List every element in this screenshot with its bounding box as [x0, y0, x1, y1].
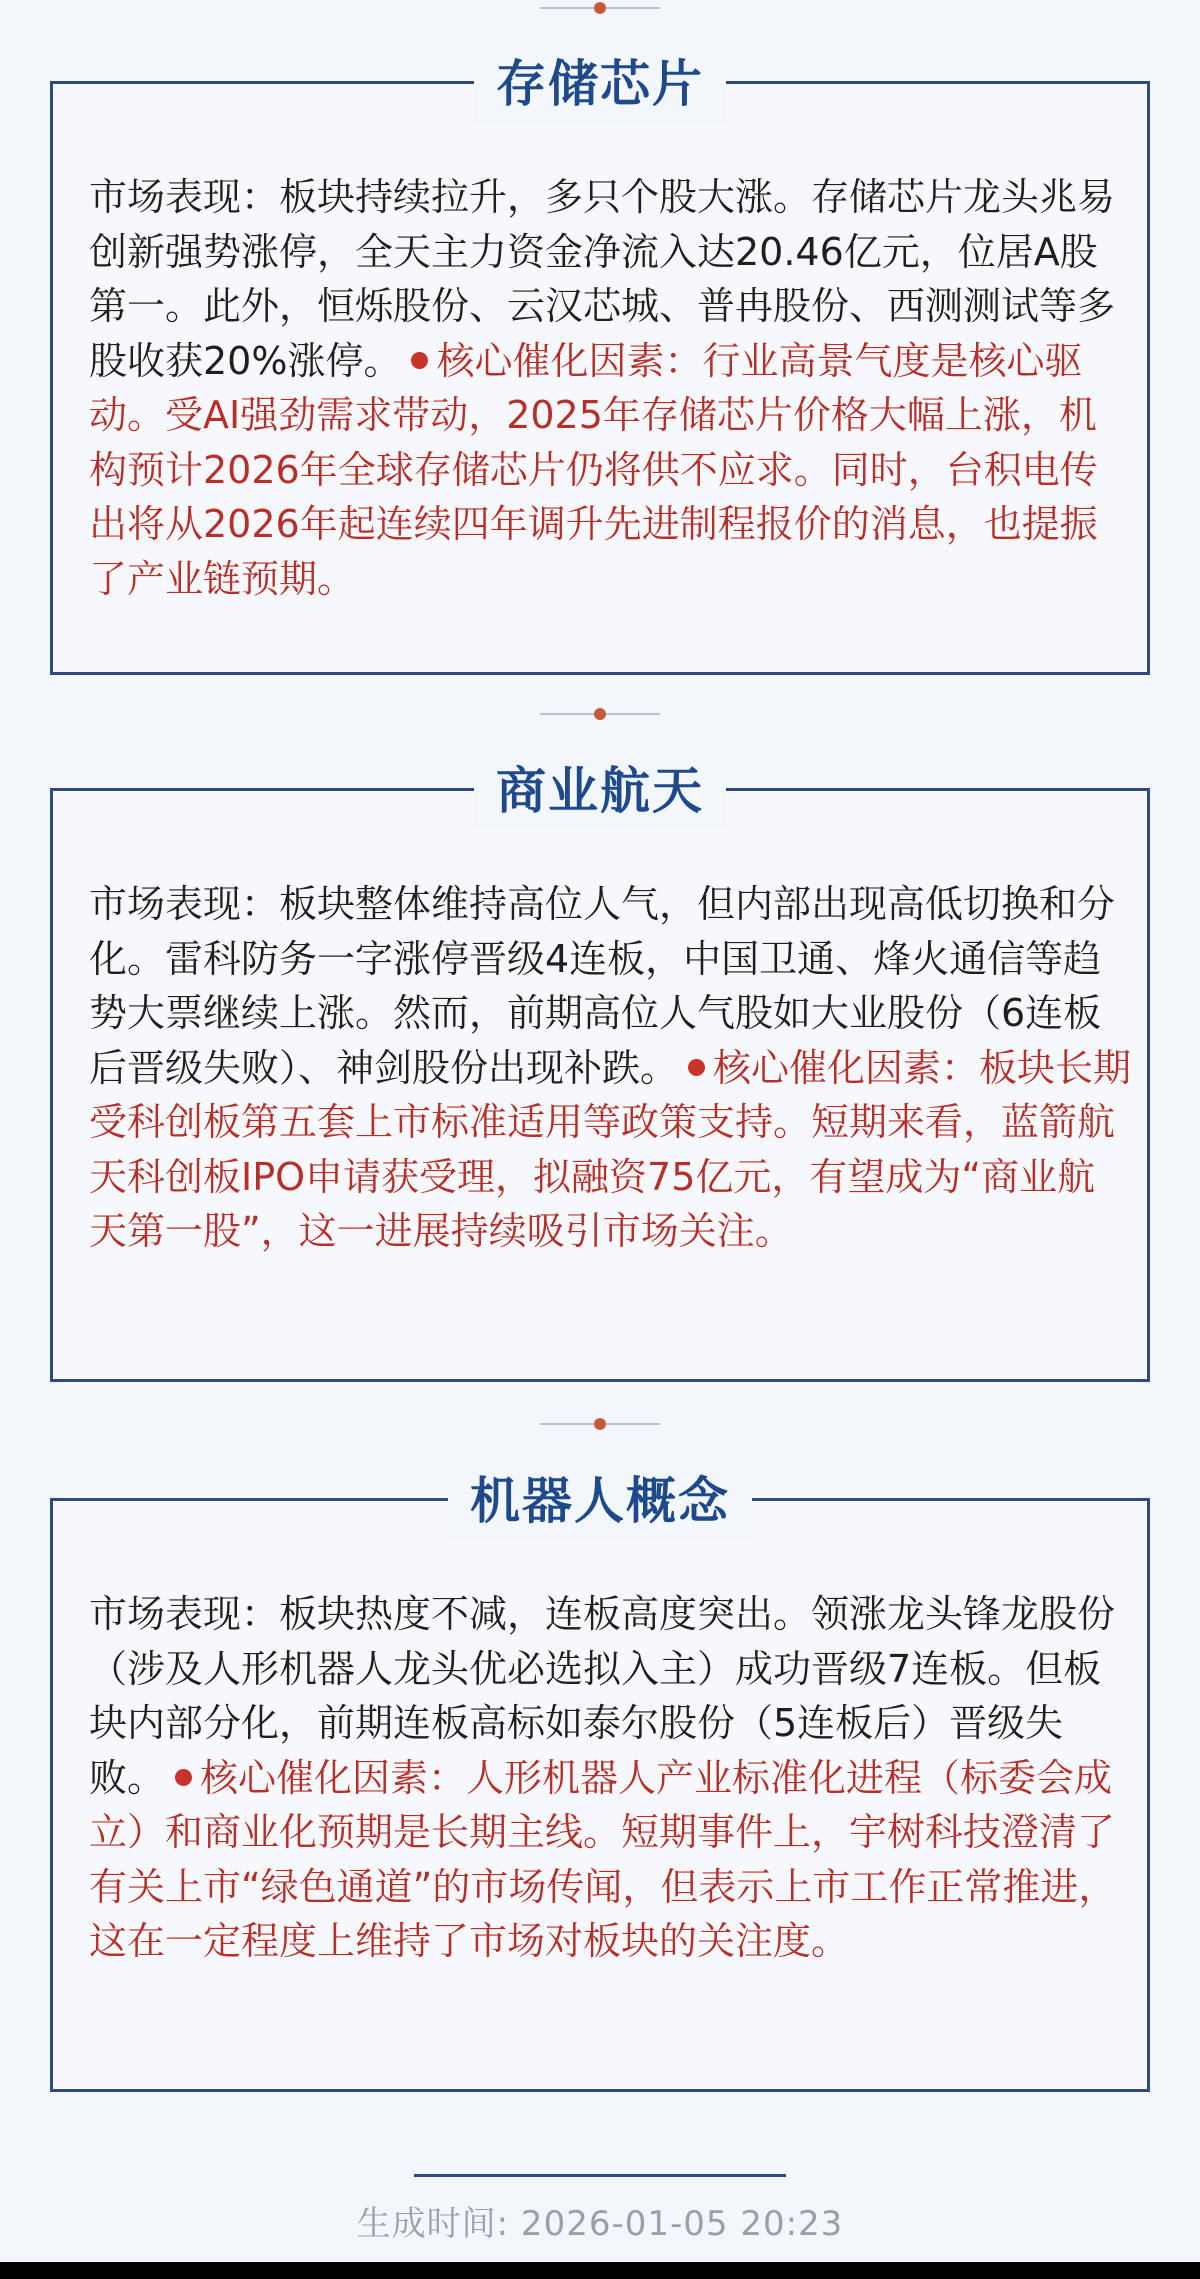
divider-dot: [594, 708, 606, 720]
section-title: 机器人概念: [448, 1463, 752, 1539]
section-card-robotics: [50, 1472, 1150, 2092]
bottom-bar: [0, 2262, 1200, 2279]
bullet-dot-icon: [688, 1059, 705, 1076]
core-catalyst-text: 核心催化因素：人形机器人产业标准化进程（标委会成立）和商业化预期是长期主线。短期事件上，宇树科技澄清了有关上市“绿色通道”的市场传闻，但表示上市工作正常推进，这在一定程度上维持了市场对板块的关注度。: [89, 1755, 1117, 1963]
generated-time: 生成时间: 2026-01-05 20:23: [356, 2204, 844, 2244]
section-divider: [540, 1416, 660, 1432]
footer-divider: [414, 2174, 786, 2177]
section-title-wrap: [53, 46, 1147, 122]
section-title: 存储芯片: [474, 46, 726, 122]
bullet-dot-icon: [175, 1769, 192, 1786]
section-body: [89, 1587, 1133, 1969]
market-performance-text: 市场表现：板块整体维持高位人气，但内部出现高低切换和分化。雷科防务一字涨停晋级4连板，中国卫通、烽火通信等趋势大票继续上涨。然而，前期高位人气股如大业股份（6连板后晋级失败）、神剑股份出现补跌。: [89, 882, 1116, 1090]
section-divider: [540, 706, 660, 722]
section-title: 商业航天: [474, 753, 726, 829]
core-catalyst-text: 核心催化因素：板块长期受科创板第五套上市标准适用等政策支持。短期来看，蓝箭航天科创板IPO申请获受理，拟融资75亿元，有望成为“商业航天第一股”，这一进展持续吸引市场关注。: [89, 1045, 1132, 1253]
core-catalyst-text: 核心催化因素：行业高景气度是核心驱动。受AI强劲需求带动，2025年存储芯片价格大幅上涨，机构预计2026年全球存储芯片仍将供不应求。同时，台积电传出将从2026年起连续四年调升先进制程报价的消息，也提振了产业链预期。: [89, 338, 1098, 601]
section-card-storage-chips: [50, 55, 1150, 675]
section-card-commercial-aerospace: [50, 762, 1150, 1382]
divider-dot: [594, 2, 606, 14]
section-body: [89, 170, 1133, 606]
market-performance-text: 市场表现：板块热度不减，连板高度突出。领涨龙头锋龙股份（涉及人形机器人龙头优必选拟入主）成功晋级7连板。但板块内部分化，前期连板高标如泰尔股份（5连板后）晋级失败。: [89, 1592, 1116, 1800]
section-title-wrap: [53, 753, 1147, 829]
section-title-wrap: [53, 1463, 1147, 1539]
bullet-dot-icon: [411, 352, 428, 369]
divider-dot: [594, 1418, 606, 1430]
section-body: [89, 877, 1133, 1259]
market-performance-text: 市场表现：板块持续拉升，多只个股大涨。存储芯片龙头兆易创新强势涨停，全天主力资金净流入达20.46亿元，位居A股第一。此外，恒烁股份、云汉芯城、普冉股份、西测测试等多股收获20%涨停。: [89, 175, 1116, 383]
top-divider: [540, 0, 660, 16]
